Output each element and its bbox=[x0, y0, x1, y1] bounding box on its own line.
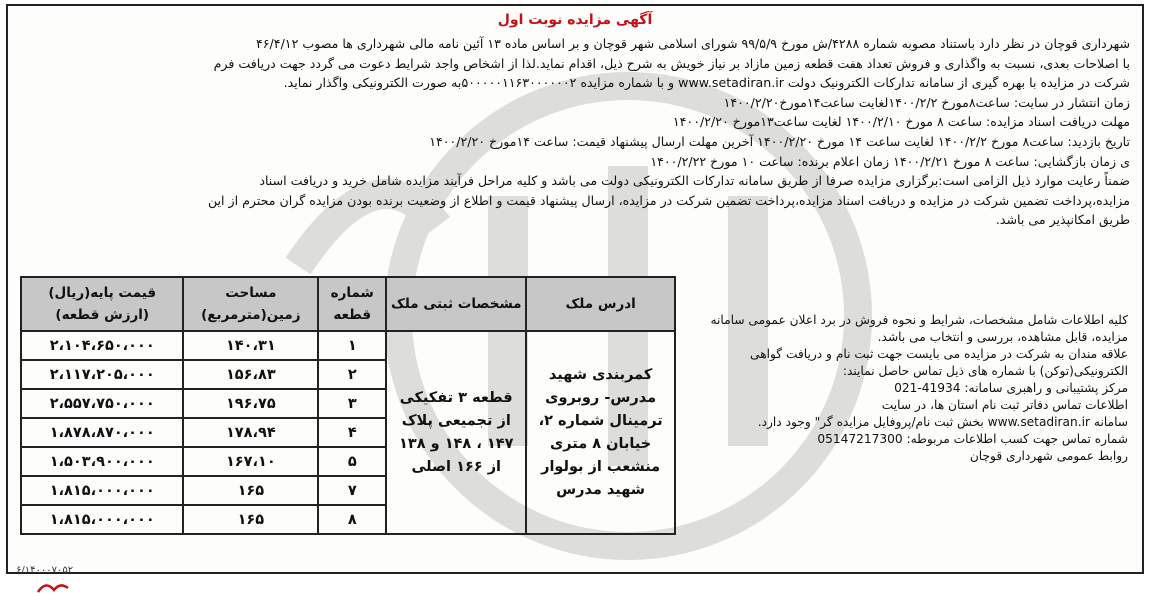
ad-side-notes bbox=[668, 312, 1128, 465]
lot-number-cell: ۵ bbox=[318, 447, 386, 476]
body-line: تاریخ بازدید: ساعت۸ مورخ ۱۴۰۰/۲/۲ لغایت ساعت ۱۴ مورخ ۱۴۰۰/۲/۲۰ آخرین مهلت ارسال پیشنهاد قیمت: ساعت ۱۴مورخ ۱۴۰۰/۲/۲۰ bbox=[429, 133, 1130, 149]
publisher-mark-icon bbox=[36, 580, 70, 594]
table-header-row bbox=[21, 277, 675, 331]
body-line: ضمناً رعایت موارد ذیل الزامی است:برگزاری مزایده صرفا از طریق سامانه تدارکات الکترونیکی دولت می باشد و کلیه مراحل فرآیند مزایده شامل خرید و دریافت اسناد bbox=[259, 173, 1130, 189]
side-line: مزایده، قابل مشاهده، بررسی و انتخاب می باشد. bbox=[877, 330, 1128, 344]
lots-table bbox=[20, 276, 676, 535]
body-line: ی زمان بازگشایی: ساعت ۸ مورخ ۱۴۰۰/۲/۲۱ زمان اعلام برنده: ساعت ۱۰ مورخ ۱۴۰۰/۲/۲۲ bbox=[650, 153, 1130, 169]
specs-cell: قطعه ۳ تفکیکی از تجمیعی پلاک ۱۴۷ ، ۱۴۸ و ۱۳۸ از ۱۶۶ اصلی bbox=[386, 331, 526, 534]
side-line: کلیه اطلاعات شامل مشخصات، شرایط و نحوه فروش در برد اعلان عمومی سامانه bbox=[710, 313, 1128, 327]
area-cell: ۱۶۵ bbox=[183, 476, 318, 505]
price-cell: ۱،۸۷۸،۸۷۰،۰۰۰ bbox=[21, 418, 183, 447]
side-line: شماره تماس جهت کسب اطلاعات مربوطه: 05147217300 bbox=[817, 432, 1128, 446]
area-cell: ۱۷۸،۹۴ bbox=[183, 418, 318, 447]
side-line: علاقه مندان به شرکت در مزایده می بایست جهت ثبت نام و دریافت گواهی bbox=[750, 347, 1128, 361]
area-cell: ۱۵۶،۸۳ bbox=[183, 360, 318, 389]
body-line: با اصلاحات بعدی، نسبت به واگذاری و فروش تعداد هفت قطعه زمین مازاد بر نیاز خویش به شرح ذیل، اقدام نماید.لذا از اشخاص واجد شرایط دعوت می گردد جهت دریافت فرم bbox=[213, 55, 1130, 71]
header-lot-number: شماره قطعه bbox=[318, 277, 386, 331]
header-area: مساحت زمین(مترمربع) bbox=[183, 277, 318, 331]
price-cell: ۲،۱۰۴،۶۵۰،۰۰۰ bbox=[21, 331, 183, 360]
side-line: مرکز پشتیبانی و راهبری سامانه: 41934-021 bbox=[894, 381, 1128, 395]
price-cell: ۲،۵۵۷،۷۵۰،۰۰۰ bbox=[21, 389, 183, 418]
side-line: الکترونیکی(توکن) با شماره های ذیل تماس حاصل نمایند: bbox=[842, 364, 1128, 378]
area-cell: ۱۴۰،۳۱ bbox=[183, 331, 318, 360]
header-price: قیمت پایه(ریال) (ارزش قطعه) bbox=[21, 277, 183, 331]
side-line: روابط عمومی شهرداری قوچان bbox=[969, 449, 1128, 463]
ad-frame bbox=[6, 4, 1144, 574]
header-specs: مشخصات ثبتی ملک bbox=[386, 277, 526, 331]
ad-code: ۶/۱۴۰۰۰۷۰۵۲ bbox=[16, 565, 74, 576]
side-line: اطلاعات تماس دفاتر ثبت نام استان ها، در سایت bbox=[881, 398, 1128, 412]
price-cell: ۱،۸۱۵،۰۰۰،۰۰۰ bbox=[21, 476, 183, 505]
area-cell: ۱۶۵ bbox=[183, 505, 318, 534]
address-cell: کمربندی شهید مدرس- روبروی ترمینال شماره ۲، خیابان ۸ متری منشعب از بولوار شهید مدرس bbox=[526, 331, 675, 534]
lot-number-cell: ۱ bbox=[318, 331, 386, 360]
area-cell: ۱۶۷،۱۰ bbox=[183, 447, 318, 476]
ad-body bbox=[20, 34, 1130, 230]
body-line: شهرداری قوچان در نظر دارد باستناد مصوبه شماره ۴۲۸۸/ش مورخ ۹۹/۵/۹ شورای اسلامی شهر قوچان و بر اساس ماده ۱۳ آئین نامه مالی شهرداری ها مصوب ۴۶/۴/۱۲ bbox=[256, 36, 1130, 51]
area-cell: ۱۹۶،۷۵ bbox=[183, 389, 318, 418]
table-row bbox=[21, 331, 675, 360]
body-line: مهلت دریافت اسناد مزایده: ساعت ۸ مورخ ۱۴۰۰/۲/۱۰ لغایت ساعت۱۳مورخ ۱۴۰۰/۲/۲۰ bbox=[672, 114, 1130, 130]
price-cell: ۲،۱۱۷،۲۰۵،۰۰۰ bbox=[21, 360, 183, 389]
lot-number-cell: ۲ bbox=[318, 360, 386, 389]
header-address: ادرس ملک bbox=[526, 277, 675, 331]
ad-title: آگهی مزایده نوبت اول bbox=[497, 12, 653, 28]
side-line: سامانه www.setadiran.ir بخش ثبت نام/پروفایل مزایده گر" وجود دارد. bbox=[757, 415, 1128, 429]
body-line: مزایده،پرداخت تضمین شرکت در مزایده و دریافت اسناد مزایده،پرداخت تضمین شرکت در مزایده، ارسال پیشنهاد قیمت و اطلاع از وضعیت برنده بودن مزایده گران محترم از این bbox=[207, 192, 1130, 208]
lot-number-cell: ۴ bbox=[318, 418, 386, 447]
price-cell: ۱،۵۰۳،۹۰۰،۰۰۰ bbox=[21, 447, 183, 476]
body-line: شرکت در مزایده با بهره گیری از سامانه تدارکات الکترونیک دولت www.setadiran.ir و با شماره مزایده ۵۰۰۰۰۰۱۱۶۳۰۰۰۰۰۰۲به صورت الکترونیکی واگذار نماید. bbox=[283, 75, 1130, 91]
lot-number-cell: ۷ bbox=[318, 476, 386, 505]
body-line: زمان انتشار در سایت: ساعت۸مورخ ۱۴۰۰/۲/۲لغایت ساعت۱۴مورخ۱۴۰۰/۲/۲۰ bbox=[723, 94, 1130, 110]
body-line: طریق امکانپذیر می باشد. bbox=[995, 212, 1130, 228]
price-cell: ۱،۸۱۵،۰۰۰،۰۰۰ bbox=[21, 505, 183, 534]
lot-number-cell: ۳ bbox=[318, 389, 386, 418]
lot-number-cell: ۸ bbox=[318, 505, 386, 534]
